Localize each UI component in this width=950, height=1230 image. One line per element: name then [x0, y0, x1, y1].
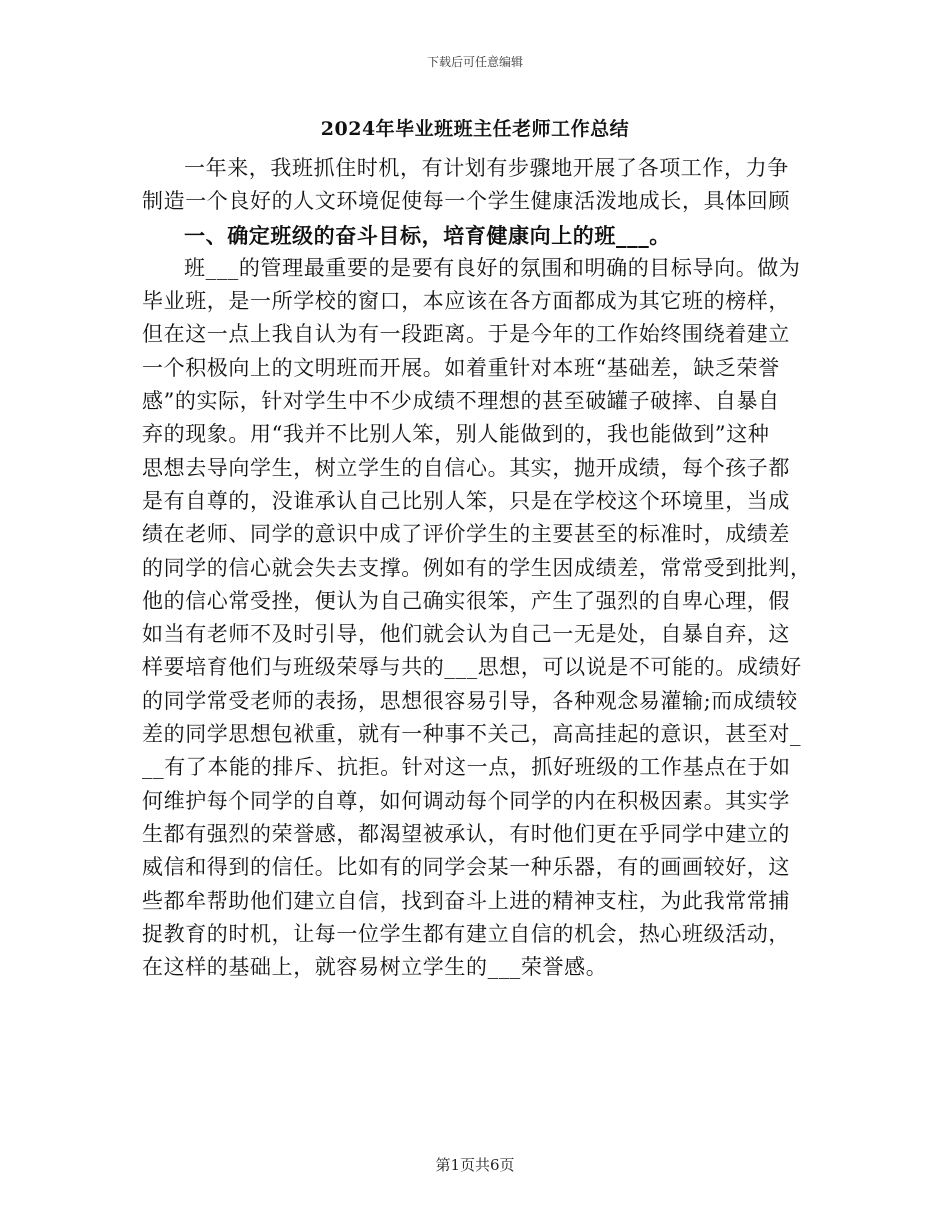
body-line: 制造一个良好的人文环境促使每一个学生健康活泼地成长，具体回顾	[142, 189, 790, 214]
body-line: 样要培育他们与班级荣辱与共的___思想，可以说是不可能的。成绩好	[142, 655, 802, 680]
body-line: 差的同学思想包袱重，就有一种事不关己，高高挂起的意识，甚至对_	[142, 722, 802, 747]
body-line: 何维护每个同学的自尊，如何调动每个同学的内在积极因素。其实学	[142, 788, 790, 813]
body-line: 弃的现象。用“我并不比别人笨，别人能做到的，我也能做到”这种	[142, 422, 770, 447]
body-line: 感”的实际，针对学生中不少成绩不理想的甚至破罐子破摔、自暴自	[142, 389, 780, 414]
document-title: 2024年毕业班班主任老师工作总结	[320, 118, 630, 140]
body-line: 班___的管理最重要的是要有良好的氛围和明确的目标导向。做为	[184, 255, 801, 280]
body-line: 威信和得到的信任。比如有的同学会某一种乐器，有的画画较好，这	[142, 855, 790, 880]
body-line: 些都牟帮助他们建立自信，找到奋斗上进的精神支柱，为此我常常捕	[142, 888, 790, 913]
section-heading: 一、确定班级的奋斗目标，培育健康向上的班___。	[184, 222, 671, 248]
page-header-note: 下载后可任意编辑	[426, 55, 523, 69]
body-line: 如当有老师不及时引导，他们就会认为自己一无是处，自暴自弃，这	[142, 622, 790, 647]
body-line: 在这样的基础上，就容易树立学生的___荣誉感。	[142, 955, 608, 980]
body-line: 绩在老师、同学的意识中成了评价学生的主要甚至的标准时，成绩差	[142, 522, 790, 547]
body-line: 是有自尊的，没谁承认自己比别人笨，只是在学校这个环境里，当成	[142, 488, 790, 513]
page-number: 第1页共6页	[435, 1156, 515, 1174]
body-line: 的同学常受老师的表扬，思想很容易引导，各种观念易灌输;而成绩较	[142, 688, 798, 713]
body-line: 捉教育的时机，让每一位学生都有建立自信的机会，热心班级活动，	[142, 921, 790, 946]
document-body	[142, 152, 812, 984]
body-line: 毕业班，是一所学校的窗口，本应该在各方面都成为其它班的榜样，	[142, 289, 790, 314]
body-line: __有了本能的排斥、抗拒。针对这一点，抓好班级的工作基点在于如	[142, 755, 791, 780]
body-line: 的同学的信心就会失去支撑。例如有的学生因成绩差，常常受到批判，	[142, 555, 812, 580]
body-line: 但在这一点上我自认为有一段距离。于是今年的工作始终围绕着建立	[142, 322, 790, 347]
body-line: 一年来，我班抓住时机，有计划有步骤地开展了各项工作，力争	[184, 156, 789, 180]
body-line: 一个积极向上的文明班而开展。如着重针对本班“基础差，缺乏荣誉	[142, 355, 780, 380]
body-line: 他的信心常受挫，便认为自己确实很笨，产生了强烈的自卑心理，假	[142, 588, 790, 613]
body-line: 思想去导向学生，树立学生的自信心。其实，抛开成绩，每个孩子都	[142, 455, 790, 480]
body-line: 生都有强烈的荣誉感，都渴望被承认，有时他们更在乎同学中建立的	[142, 821, 790, 846]
